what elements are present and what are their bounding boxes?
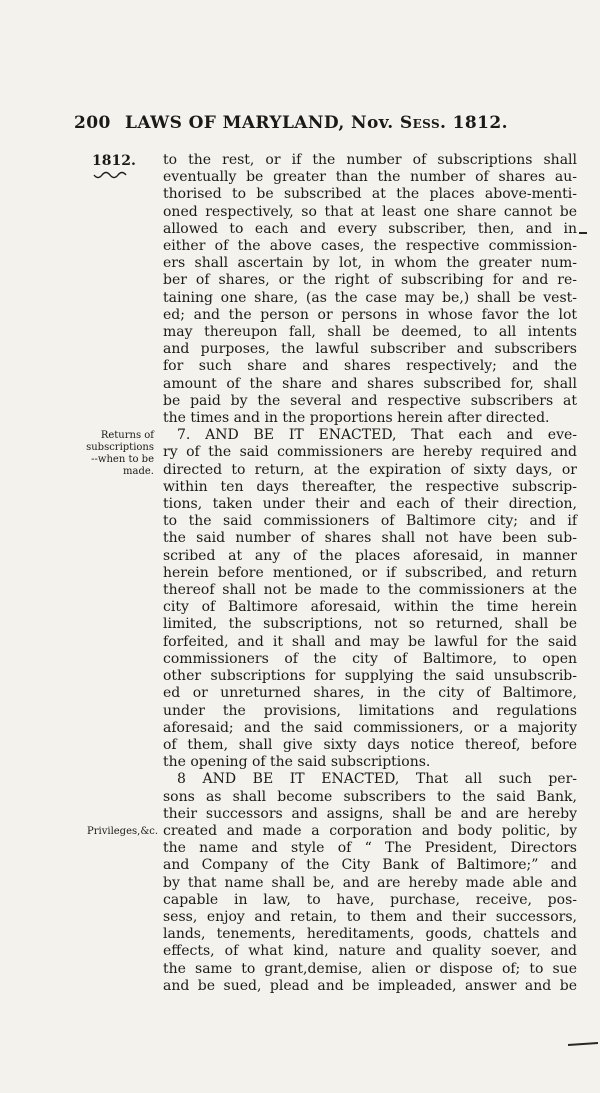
text-line: the same to grant,demise, alien or dispose of; to sue — [163, 960, 577, 977]
text-line: sons as shall become subscribers to the said Bank, — [163, 788, 577, 805]
text-line: lands, tenements, hereditaments, goods, chattels and — [163, 926, 577, 943]
text-line: forfeited, and it shall and may be lawful for the said — [163, 633, 577, 650]
text-line: to the rest, or if the number of subscriptions shall — [163, 152, 577, 168]
text-line: within ten days thereafter, the respective subscrip- — [163, 478, 577, 495]
text-line: for such share and shares respectively; and the — [163, 358, 577, 375]
text-line: either of the above cases, the respective commission- — [163, 238, 577, 255]
text-line: 7. AND BE IT ENACTED, That each and eve- — [177, 427, 577, 444]
text-line: be paid by the several and respective subscribers at — [163, 392, 577, 409]
text-line: oned respectively, so that at least one share cannot be — [163, 203, 577, 220]
text-line: commissioners of the city of Baltimore, to open — [163, 650, 577, 667]
text-line: created and made a corporation and body politic, by — [163, 822, 577, 839]
text-line: city of Baltimore aforesaid, within the time herein — [163, 599, 577, 616]
text-line: tions, taken under their and each of their direction, — [163, 496, 577, 513]
text-line: sess, enjoy and retain, to them and their successors, — [163, 908, 577, 925]
text-line: the name and style of “ The President, Directors — [163, 840, 577, 857]
print-blemish — [579, 232, 587, 234]
text-line: of them, shall give sixty days notice thereof, before — [163, 736, 577, 753]
margin-year: 1812. — [92, 153, 136, 169]
text-line: aforesaid; and the said commissioners, or a majority — [163, 719, 577, 736]
text-line: directed to return, at the expiration of sixty days, or — [163, 461, 577, 478]
body-text — [163, 152, 577, 995]
text-line: the said number of shares shall not have been sub- — [163, 530, 577, 547]
margin-note-line: made. — [123, 466, 154, 477]
text-line: and be sued, plead and be impleaded, answer and be — [163, 977, 577, 994]
text-line: 8 AND BE IT ENACTED, That all such per- — [177, 771, 577, 788]
running-header — [74, 113, 508, 133]
text-line: ed or unreturned shares, in the city of Baltimore, — [163, 685, 577, 702]
text-line: under the provisions, limitations and regulations — [163, 702, 577, 719]
text-line: ry of the said commissioners are hereby required and — [163, 444, 577, 461]
text-line: other subscriptions for supplying the said unsubscrib- — [163, 668, 577, 685]
margin-note-line: Returns of — [100, 430, 154, 441]
text-line: effects, of what kind, nature and quality soever, and — [163, 943, 577, 960]
text-line: ber of shares, or the right of subscribing for and re- — [163, 272, 577, 289]
margin-note-line: --when to be — [91, 454, 154, 465]
text-line: scribed at any of the places aforesaid, in manner — [163, 547, 577, 564]
text-line: amount of the share and shares subscribed for, shall — [163, 375, 577, 392]
text-line: thereof shall not be made to the commissioners at the — [163, 582, 577, 599]
text-line: and Company of the City Bank of Baltimore;” and — [163, 857, 577, 874]
header-year: 1812. — [452, 113, 508, 133]
margin-note-returns — [74, 430, 154, 478]
text-line: taining one share, (as the case may be,) shall be vest- — [163, 289, 577, 306]
margin-note-line: subscriptions — [86, 442, 154, 453]
text-line: the times and in the proportions herein after directed. — [163, 410, 550, 427]
text-line: ed; and the person or persons in whose favor the lot — [163, 306, 577, 323]
text-line: their successors and assigns, shall be and are hereby — [163, 805, 577, 822]
text-line: capable in law, to have, purchase, receive, pos- — [163, 891, 577, 908]
margin-note-line: Privileges,&c. — [87, 826, 158, 837]
text-line: thorised to be subscribed at the places above-menti- — [163, 186, 577, 203]
margin-note-privileges — [74, 826, 158, 838]
text-line: by that name shall be, and are hereby made able and — [163, 874, 577, 891]
page-number: 200 — [74, 113, 111, 133]
text-line: and purposes, the lawful subscriber and subscribers — [163, 341, 577, 358]
text-line: eventually be greater than the number of shares au- — [163, 169, 577, 186]
header-title: LAWS OF MARYLAND, — [125, 113, 345, 133]
text-line: to the said commissioners of Baltimore city; and if — [163, 513, 577, 530]
header-session-word: Sess. — [399, 113, 447, 133]
flourish-ornament — [92, 171, 132, 181]
text-line: the opening of the said subscriptions. — [163, 754, 431, 771]
text-line: allowed to each and every subscriber, then, and in — [163, 220, 577, 237]
text-line: ers shall ascertain by lot, in whom the greater num- — [163, 255, 577, 272]
header-session-prefix: Nov. — [351, 113, 394, 133]
text-line: may thereupon fall, shall be deemed, to all intents — [163, 324, 577, 341]
text-line: limited, the subscriptions, not so returned, shall be — [163, 616, 577, 633]
text-line: herein before mentioned, or if subscribed, and return — [163, 564, 577, 581]
print-blemish — [568, 1042, 598, 1046]
